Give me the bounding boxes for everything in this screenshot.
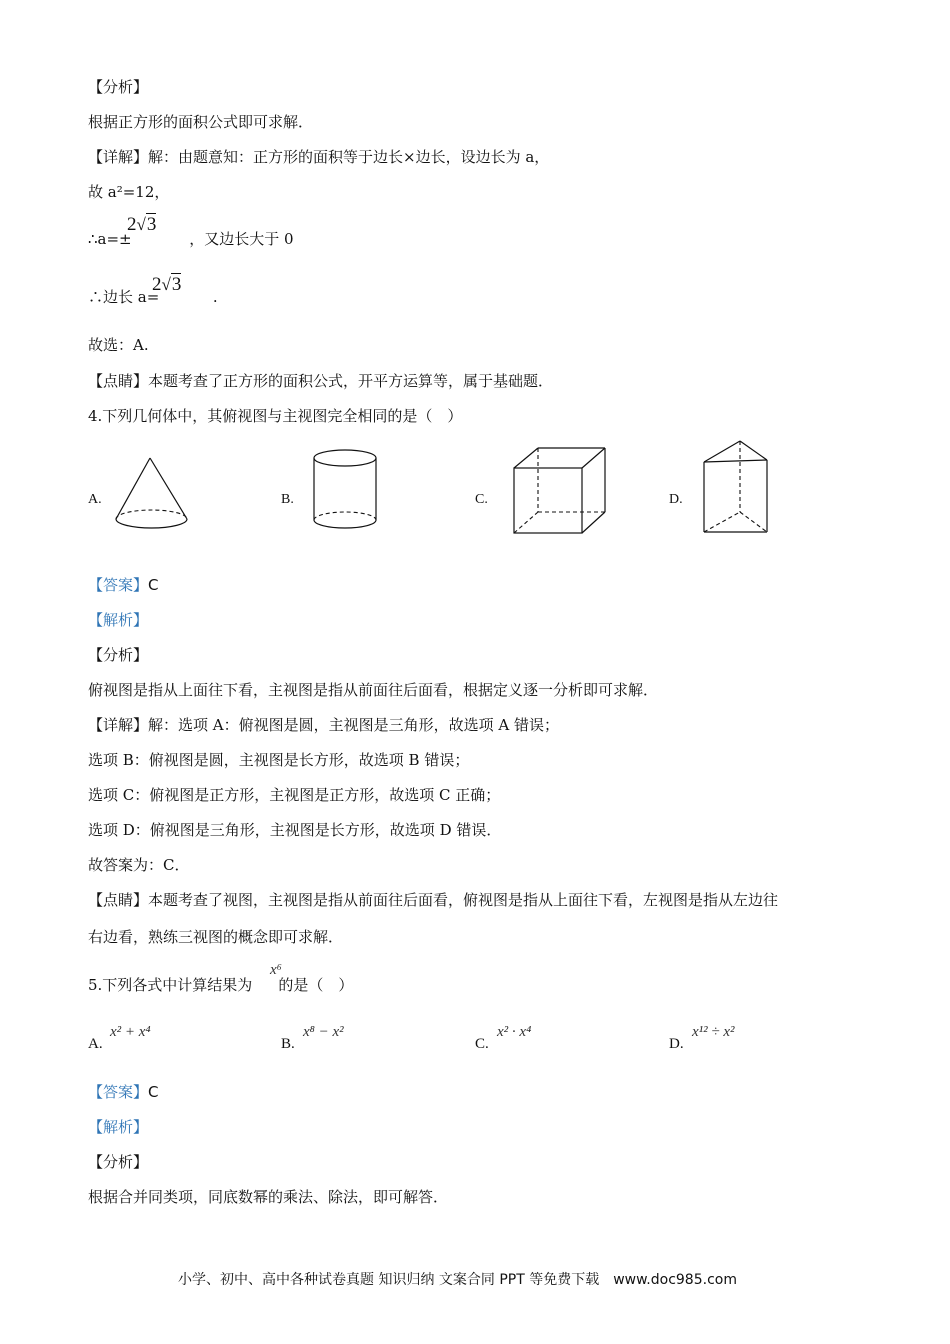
cylinder-icon <box>312 448 382 532</box>
question-5-prefix: 5.下列各式中计算结果为 <box>88 976 253 994</box>
triangular-prism-icon <box>700 438 772 536</box>
q5-expr-d: x¹² ÷ x² <box>692 1024 735 1040</box>
q5-expr-a: x² + x⁴ <box>110 1024 151 1040</box>
q5-option-b: B. <box>281 1036 295 1052</box>
radical-expression <box>127 214 156 236</box>
radical-sign: √ <box>136 215 146 234</box>
side-prefix: ∴边长 a= <box>88 288 160 306</box>
analysis-5-text: 根据合并同类项，同底数幂的乘法、除法，即可解答． <box>88 1188 449 1206</box>
detail-4-d: 选项 D：俯视图是三角形，主视图是长方形，故选项 D 错误． <box>88 821 502 839</box>
equation-line: 故 a²=12， <box>88 183 170 201</box>
radical-sign-2: √ <box>161 275 171 294</box>
answer-5-tag: 【答案】 <box>88 1083 149 1101</box>
question-4: 4.下列几何体中，其俯视图与主视图完全相同的是（ ） <box>88 407 463 425</box>
answer-4 <box>88 575 159 595</box>
q5-option-d: D. <box>669 1036 684 1052</box>
detail-4-b: 选项 B：俯视图是圆，主视图是长方形，故选项 B 错误； <box>88 751 470 769</box>
radical-coef-2: 2 <box>152 274 162 295</box>
comment-4-a: 【点睛】本题考查了视图，主视图是指从前面往后面看，俯视图是指从上面往下看，左视图是指从左边往 <box>88 891 779 909</box>
cube-icon <box>512 446 608 536</box>
q4-option-a: A. <box>88 492 102 507</box>
side-suffix: . <box>212 288 218 306</box>
q4-option-c: C. <box>475 492 488 507</box>
footer-watermark: 小学、初中、高中各种试卷真题 知识归纳 文案合同 PPT 等免费下载 www.doc985.com <box>178 1272 737 1288</box>
analysis-4-heading: 【分析】 <box>88 646 149 664</box>
q5-option-c: C. <box>475 1036 489 1052</box>
analysis-heading: 【分析】 <box>88 78 149 96</box>
q5-option-a: A. <box>88 1036 103 1052</box>
radical-radicand-2: 3 <box>171 274 182 295</box>
question-5 <box>88 975 353 995</box>
answer-5 <box>88 1082 159 1102</box>
radical-coef: 2 <box>127 214 137 235</box>
choice-line: 故选：A. <box>88 336 149 354</box>
q5-target-expression: x⁶ <box>270 962 282 978</box>
radical-radicand: 3 <box>146 214 157 235</box>
analysis-text: 根据正方形的面积公式即可求解． <box>88 113 314 131</box>
explanation-4-tag: 【解析】 <box>88 611 149 629</box>
detail-4-a: 【详解】解：选项 A：俯视图是圆，主视图是三角形，故选项 A 错误； <box>88 716 559 734</box>
explanation-5-tag: 【解析】 <box>88 1118 149 1136</box>
q4-option-d: D. <box>669 492 683 507</box>
radical-expression-2 <box>152 274 181 296</box>
answer-4-tag: 【答案】 <box>88 576 149 594</box>
root-line <box>88 229 294 249</box>
answer-5-value: C <box>148 1083 159 1101</box>
root-prefix: ∴a=± <box>88 230 132 248</box>
comment-line: 【点睛】本题考查了正方形的面积公式，开平方运算等，属于基础题． <box>88 372 554 390</box>
analysis-4-text: 俯视图是指从上面往下看，主视图是指从前面往后面看，根据定义逐一分析即可求解． <box>88 681 659 699</box>
root-suffix: ，又边长大于 0 <box>189 230 294 248</box>
comment-4-b: 右边看，熟练三视图的概念即可求解． <box>88 928 344 946</box>
cone-icon <box>112 455 192 535</box>
q5-expr-c: x² · x⁴ <box>497 1024 532 1040</box>
detail-text: 【详解】解：由题意知：正方形的面积等于边长×边长，设边长为 a， <box>88 148 550 166</box>
answer-4-value: C <box>148 576 159 594</box>
final-answer-4: 故答案为：C． <box>88 856 190 874</box>
q5-expr-b: x⁸ − x² <box>303 1024 344 1040</box>
detail-4-c: 选项 C：俯视图是正方形，主视图是正方形，故选项 C 正确； <box>88 786 501 804</box>
q4-option-b: B. <box>281 492 294 507</box>
question-5-suffix: 的是（ ） <box>278 976 354 994</box>
analysis-5-heading: 【分析】 <box>88 1153 149 1171</box>
